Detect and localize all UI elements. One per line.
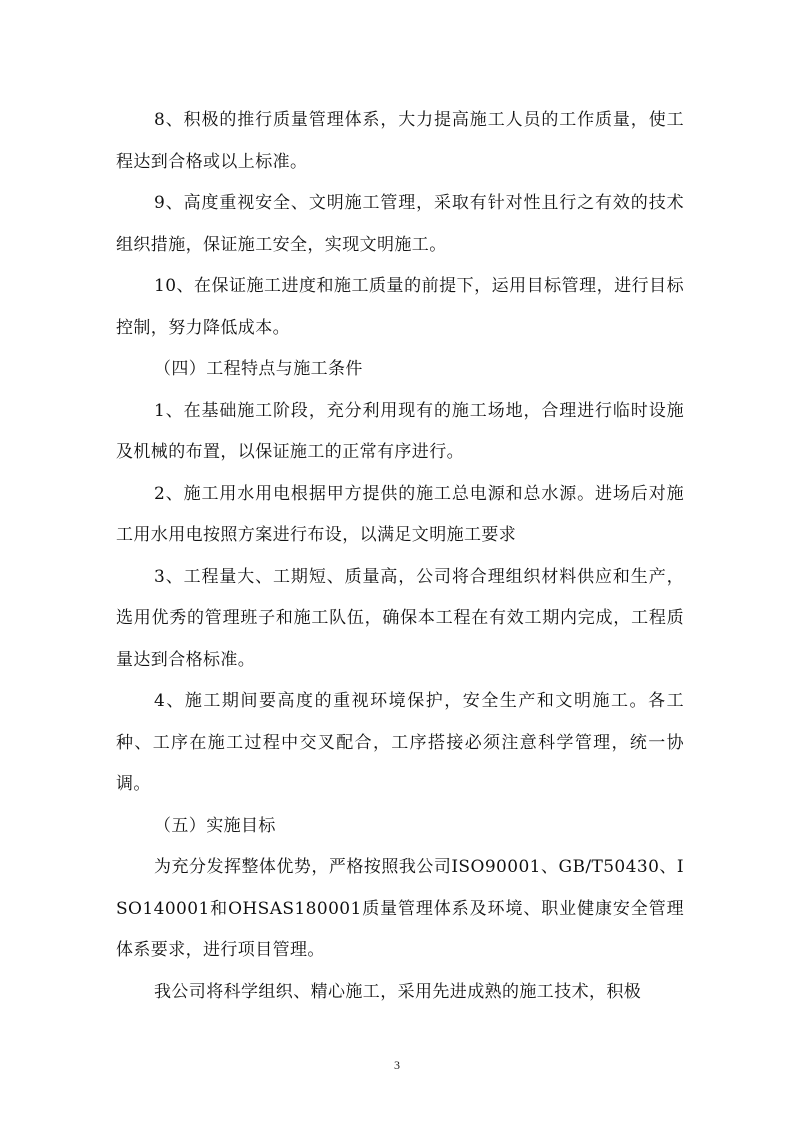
section-heading-4: （四）工程特点与施工条件 <box>154 359 363 379</box>
paragraph-condition-1: 1、在基础施工阶段，充分利用现有的施工场地，合理进行临时设施及机械的布置，以保证施工的正常有序进行。 <box>116 400 684 462</box>
paragraph-goal-2: 我公司将科学组织、精心施工，采用先进成熟的施工技术，积极 <box>154 981 642 1002</box>
paragraph-condition-4: 4、施工期间要高度的重视环境保护，安全生产和文明施工。各工种、工序在施工过程中交叉配合，工序搭接必须注意科学管理，统一协调。 <box>116 691 684 794</box>
paragraph-condition-2: 2、施工用水用电根据甲方提供的施工总电源和总水源。进场后对施工用水用电按照方案进行布设，以满足文明施工要求 <box>116 483 684 545</box>
section-heading-5: （五）实施目标 <box>154 815 276 836</box>
paragraph-item-9: 9、高度重视安全、文明施工管理，采取有针对性且行之有效的技术组织措施，保证施工安全，实现文明施工。 <box>116 193 684 255</box>
page-number: 3 <box>394 1058 400 1072</box>
paragraph-item-10: 10、在保证施工进度和施工质量的前提下，运用目标管理，进行目标控制，努力降低成本。 <box>116 276 684 338</box>
document-body <box>116 100 684 1013</box>
paragraph-item-8: 8、积极的推行质量管理体系，大力提高施工人员的工作质量，使工程达到合格或以上标准。 <box>116 110 684 172</box>
paragraph-condition-3: 3、工程量大、工期短、质量高，公司将合理组织材料供应和生产，选用优秀的管理班子和施工队伍，确保本工程在有效工期内完成，工程质量达到合格标准。 <box>116 566 684 670</box>
paragraph-goal-1: 为充分发挥整体优势，严格按照我公司ISO90001、GB/T50430、ISO140001和OHSAS180001质量管理体系及环境、职业健康安全管理体系要求，进行项目管理。 <box>116 857 684 960</box>
